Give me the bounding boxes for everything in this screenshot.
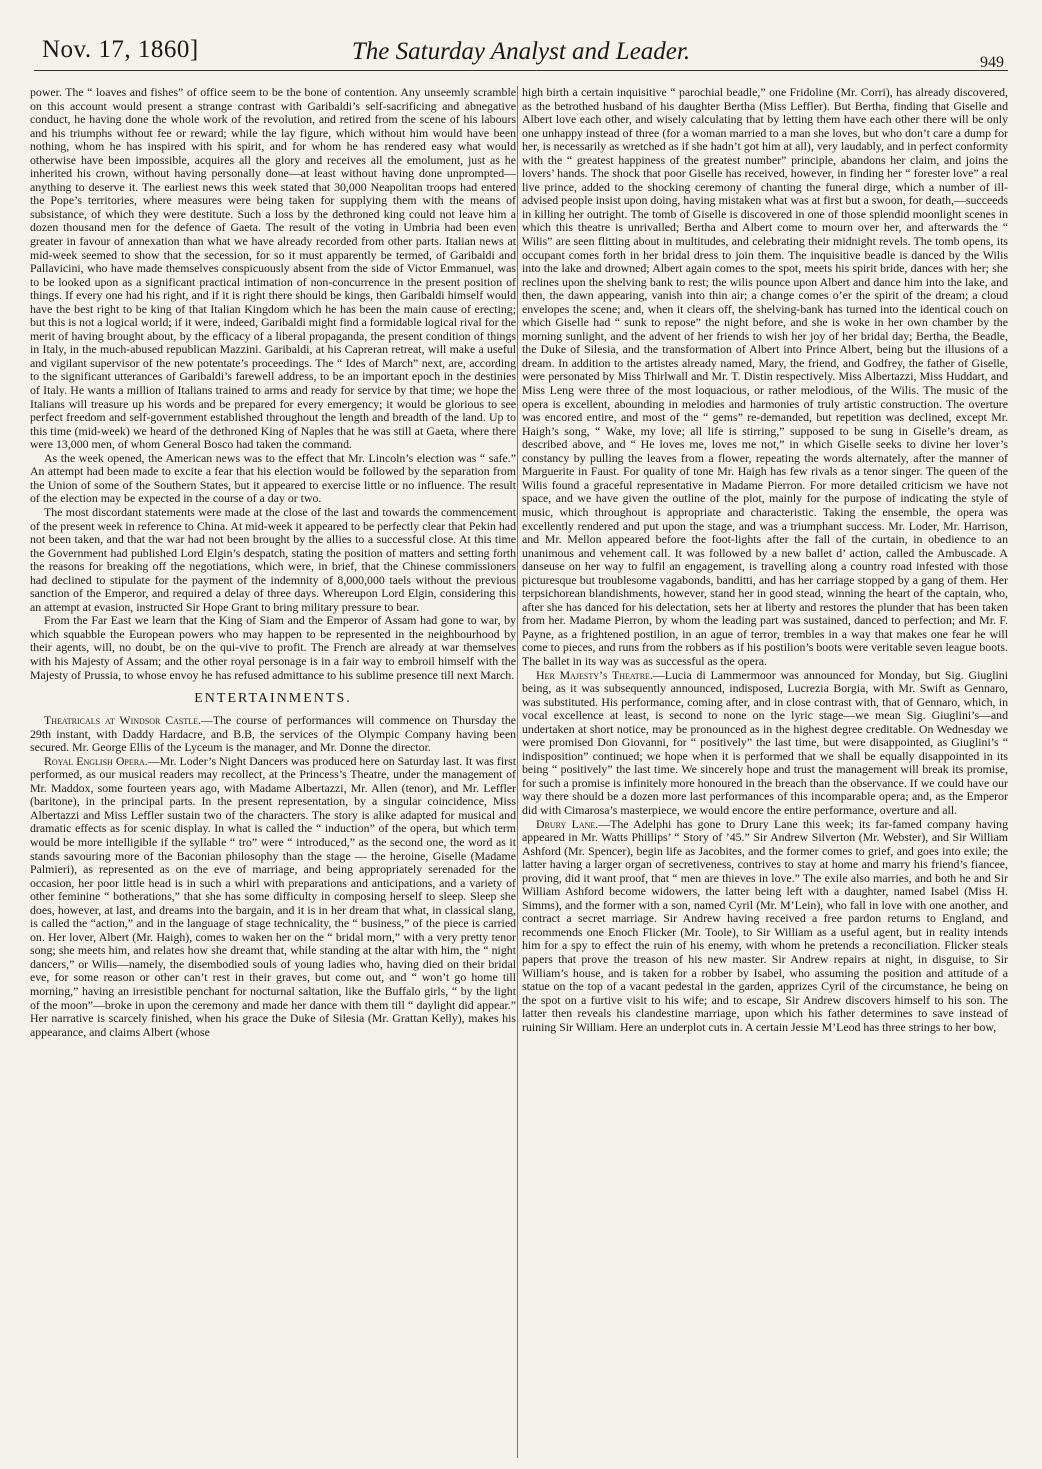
paragraph-lead: Drury Lane.: [536, 816, 599, 831]
publication-title: The Saturday Analyst and Leader.: [351, 38, 691, 65]
article-paragraph: [30, 714, 516, 755]
article-paragraph: [522, 818, 1008, 1035]
paragraph-lead: Her Majesty’s Theatre.: [536, 667, 653, 682]
article-paragraph: [522, 669, 1008, 818]
paragraph-body: —Lucia di Lammermoor was announced for Monday, but Sig. Giuglini being, as it was subsequently announced, indisposed, Lucrezia Borgia, with Mr. Swift as Gennaro, was substituted. His performance, coming after, and in close contrast with, that of Gennaro, which, in vocal excellence at least, is second to none on the lyric stage—we mean Sig. Giuglini’s—and undertaken at short notice, may be pronounced as in the highest degree creditable. On Wednesday we were promised Don Giovanni, for “ positively” the last time, but were disappointed, as Giuglini’s “ indisposition” continued; we hope when it is performed that we shall be equally disappointed in its being “ positively” the last time. We sincerely hope and trust the management will break its promise, for such a promise is infinitely more honoured in the breach than the observance. If we could have our way there should be a dozen more last performances of this incomparable opera; and, as the Emperor did with Cimarosa’s masterpiece, we would encore the entire performance, overture and all.: [522, 667, 1008, 817]
page-header: [34, 30, 1008, 71]
paragraph-body: —The course of performances will commence on Thursday the 29th instant, with Daddy Hardacre, and B.B, the services of the Olympic Company having been secured. Mr. George Ellis of the Lyceum is the manager, and Mr. Donne the director.: [30, 713, 516, 755]
right-column: [522, 86, 1008, 1458]
paragraph-lead: Royal English Opera.: [44, 753, 148, 768]
article-paragraph: As the week opened, the American news was to the effect that Mr. Lincoln’s election was “ safe.” An attempt had been made to excite a fear that his election would be followed by the separation from the Union of some of the Southern States, but it appeared to exercise little or no influence. The result of the election may be expected in the course of a day or two.: [30, 450, 516, 506]
article-paragraph: From the Far East we learn that the King of Siam and the Emperor of Assam had gone to war, by which squabble the European powers who may happen to be represented in the neighbourhood by their agents, will, no doubt, be on the qui-vive to profit. The French are already at war themselves with his Majesty of Assam; and the other royal personage is in a fair way to embroil himself with the Majesty of Prussia, to whose envoy he has refused admittance to his sublime presence till next March.: [30, 613, 516, 682]
article-paragraph: high birth a certain inquisitive “ parochial beadle,” one Fridoline (Mr. Corri), has already discovered, as the betrothed husband of his daughter Bertha (Miss Leffler). But Bertha, finding that Giselle and Albert love each other, and wisely calculating that by letting them have each other there will be only one unhappy instead of three (for a woman married to a man she loves, but who don’t care a dump for her, is necessarily as wretched as if she hadn’t got him at all), very laudably, and in perfect conformity with the “ greatest happiness of the greatest number” principle, abandons her claim, and joins the lovers’ hands. The shock that poor Giselle has received, however, in finding her “ forester love” a real live prince, added to the shocking ceremony of chanting the funeral dirge, which a number of ill-advised people insist upon doing, having mistaken what was at first but a swoon, for death,—succeeds in killing her outright. The tomb of Giselle is discovered in one of those splendid moonlight scenes in which this theatre is unrivalled; Bertha and Albert come to mourn over her, and afterwards the “ Wilis” are seen flitting about in multitudes, and celebrating their midnight revels. The tomb opens, its occupant comes forth in her bridal dress to join them. The inquisitive beadle is danced by the Wilis into the lake and drowned; Albert again comes to the spot, meets his spirit bride, dances with her; she reclines upon the shelving bank to rest; the wilis pounce upon Albert and dance him into the lake, and then, the dawn appearing, vanish into thin air; a change comes o’er the spirit of the dream; a cloud envelopes the scene; and, when it clears off, the shelving-bank has turned into the identical couch on which Giselle had “ sunk to repose” the night before, and she is woke in her own chamber by the morning sunlight, and the advent of her friends to wish her joy of her bridal day; Bertha, the Beadle, the Duke of Silesia, and the transformation of Albert into Prince Albert, being but the illusions of a dream. In addition to the artistes already named, Mary, the friend, and Godfrey, the father of Giselle, were personated by Miss Thirlwall and Mr. T. Distin respectively. Miss Albertazzi, Miss Huddart, and Miss Leng were three of the most loquacious, or rather melodious, of the Wilis. The music of the opera is excellent, abounding in melodies and harmonies of truly artistic construction. The overture was encored entire, and most of the “ gems” re-demanded, but repetition was declined, except Mr. Haigh’s song, “ Wake, my love; all life is stirring,” supposed to be sung in Giselle’s dream, as described above, and “ He loves me, loves me not,” in which Giselle seeks to divine her lover’s constancy by pulling the leaves from a flower, repeating the words alternately, after the manner of Marguerite in Faust. For quality of tone Mr. Haigh has few rivals as a tenor singer. The queen of the Wilis found a graceful representative in Madame Pierron. For more detailed criticism we have not space, and we have given the outline of the plot, mainly for the purpose of indicating the style of music, which throughout is appropriate and characteristic. Taking the ensemble, the opera was excellently rendered and put upon the stage, and was a triumphant success. Mr. Loder, Mr. Harrison, and Mr. Mellon appeared before the foot-lights after the fall of the curtain, in obedience to an unanimous and vehement call. It was followed by a new ballet d’ action, called the Ambuscade. A danseuse on her way to fulfil an engagement, is travelling along a country road infested with those picturesque but troublesome vagabonds, banditti, and has her carriage stopped by a gang of them. Her terpsichorean blandishments, however, stand her in good stead, winning the heart of the captain, who, after she has danced for his delectation, sets her at liberty and restores the plunder that has been taken from her. Madame Pierron, by whom the leading part was sustained, danced to perfection; and Mr. F. Payne, as a frightened postilion, in an ague of terror, trembles in a way that makes one fear he will come to pieces, and runs from the robbers as if his postilion’s boots were veritable seven league boots. The ballet in its way was as successful as the opera.: [522, 86, 1008, 668]
paragraph-body: —The Adelphi has gone to Drury Lane this week; its far-famed company having appeared in Mr. Watts Phillips’ “ Story of ’45.” Sir Andrew Silverton (Mr. Webster), and Sir William Ashford (Mr. Spencer), begin life as Jacobites, and the former comes to grief, and goes into exile; the latter having a larger organ of secretiveness, contrives to stay at home and marry his friend’s fiancee, proving, did it want proof, that “ men are thieves in love.” The exile also marries, and both he and Sir William Ashford become widowers, the latter being left with a daughter, named Isabel (Miss H. Simms), and the former with a son, named Cyril (Mr. M’Lein), who fall in love with one another, and contract a secret marriage. Sir Andrew having received a free pardon returns to England, and recommends one Enoch Flicker (Mr. Toole), to Sir William as a useful agent, but in reality intends him for a spy to effect the ruin of his enemy, with whom he pretends a reconciliation. Flicker steals papers that prove the treason of his new master. Sir Andrew repairs at night, in disguise, to Sir William’s house, and is taken for a robber by Isabel, who assuming the position and attitude of a statue on the top of a vacant pedestal in the garden, apprizes Cyril of the circumstance, he being on the spot on a furtive visit to his wife; and to escape, Sir Andrew discovers himself to his son. The latter then reveals his clandestine marriage, upon which his father determines to save instead of ruining Sir William. Here an underplot cuts in. A certain Jessie M’Leod has three strings to her bow,: [522, 816, 1008, 1034]
left-column: [30, 86, 516, 1458]
section-heading: ENTERTAINMENTS.: [194, 691, 352, 707]
issue-date: Nov. 17, 1860]: [42, 36, 199, 63]
article-paragraph: [30, 755, 516, 1039]
article-paragraph: power. The “ loaves and fishes” of office seem to be the bone of contention. Any unseemly scramble on this account would present a strange contrast with Garibaldi’s self-sacrificing and abnegative conduct, he having done the whole work of the revolution, and retired from the scene of his labours and his triumphs without fee or reward; while the lay figure, which without him would have been nothing, whom he has inspired with his spirit, and for whom he has rendered easy what would otherwise have been impossible, acquires all the glory and receives all the emolument, just as he inherited his crown, without having personally done—at least without having done unprompted—anything to deserve it. The earliest news this week stated that 30,000 Neapolitan troops had entered the Pope’s territories, where measures were being taken for supplying them with the means of subsistance, of which they were destitute. Such a loss by the dethroned king could not leave him a dozen thousand men for the defence of Gaeta. The result of the voting in Umbria had been even greater in favour of annexation than what we have already recorded from other parts. Italian news at mid-week seemed to show that the secession, for so it must apparently be termed, of Garibaldi and Pallavicini, who have made themselves conspicuously absent from the side of Victor Emmanuel, was to be looked upon as a significant practical intimation of non-concurrence in the present position of things. If every one had his right, and if it is right there should be kings, then Garibaldi himself would have the best right to be king of that Italian Kingdom which he has been the main cause of erecting; but this is not a logical world; if it were, indeed, Garibaldi might find a formidable logical rival for the merit of having brought about, by the efficacy of a liberal propaganda, the present condition of things in Italy, in the much-abused republican Mazzini. Garibaldi, at his Capreran retreat, will make a useful and vigilant supervisor of the new potentate’s proceedings. The “ Ides of March” next, are, according to the significant utterances of Garibaldi’s farewell address, to be an important epoch in the destinies of Italy. He wants a million of Italians trained to arms and ready for service by that time; we hope the Italians will treasure up his words and be prepared for every emergency; it would be glorious to see perfect freedom and self-government established throughout the length and breadth of the land. Up to this time (mid-week) we heard of the dethroned King of Naples that he was still at Gaeta, where there were 13,000 men, of whom General Bosco had taken the command.: [30, 86, 516, 452]
paragraph-body: —Mr. Loder’s Night Dancers was produced here on Saturday last. It was first performed, as our musical readers may recollect, at the Princess’s Theatre, under the management of Mr. Maddox, some fourteen years ago, with Madame Albertazzi, Mr. Allen (tenor), and Mr. Leffler (baritone), in the principal parts. In the present representation, by a singular coincidence, Miss Albertazzi and Miss Leffler sustain two of the characters. The story is alike adapted for musical and dramatic effects as for scenic display. In what is called the “ induction” of the opera, but which term would be more intelligible if the syllable “ tro” were “ introduced,” as the second one, the word as it stands savouring more of the Baconian philosophy than the stage — the heroine, Giselle (Madame Palmieri), as represented as on the eve of marriage, and being appropriately serenaded for the occasion, her poor little head is in such a whirl with preparations and anticipations, and a variety of other feminine “ botherations,” that she has some difficulty in composing herself to sleep. Sleep she does, however, at last, and dreams into the bargain, and it is in her dream that what, in classical slang, is called the “action,” and in the language of stage technicality, the “ business,” of the piece is carried on. Her lover, Albert (Mr. Haigh), comes to waken her on the “ bridal morn,” with a very pretty tenor song; she meets him, and relates how she dreamt that, while standing at the altar with him, the “ night dancers,” or Wilis—namely, the disembodied souls of young ladies who, having died on their bridal eve, for some reason or other can’t rest in their graves, but come out, and “ won’t go home till morning,” having an irresistible penchant for nocturnal saltation, like the Buffalo girls, “ by the light of the moon”—broke in upon the ceremony and made her dance with them till “ daylight did appear.” Her narrative is scarcely finished, when his grace the Duke of Silesia (Mr. Grattan Kelly), makes his appearance, and claims Albert (whose: [30, 753, 516, 1039]
paragraph-lead: Theatricals at Windsor Castle.: [44, 713, 202, 728]
column-divider: [517, 86, 518, 1458]
article-paragraph: The most discordant statements were made at the close of the last and towards the commencement of the present week in reference to China. At mid-week it appeared to be perfectly clear that Pekin had not been taken, and that the war had not been brought by the allies to a successful close. At this time the Government had published Lord Elgin’s despatch, stating the position of matters and setting forth the reasons for breaking off the negotiations, which were, in brief, that the Chinese commissioners had declined to stipulate for the payment of the indemnity of 8,000,000 taels without the previous sanction of the Emperor, and required a delay of three days. Whereupon Lord Elgin, considering this an attempt at evasion, instructed Sir Hope Grant to bring military pressure to bear.: [30, 504, 516, 614]
page-number: 949: [980, 54, 1004, 71]
